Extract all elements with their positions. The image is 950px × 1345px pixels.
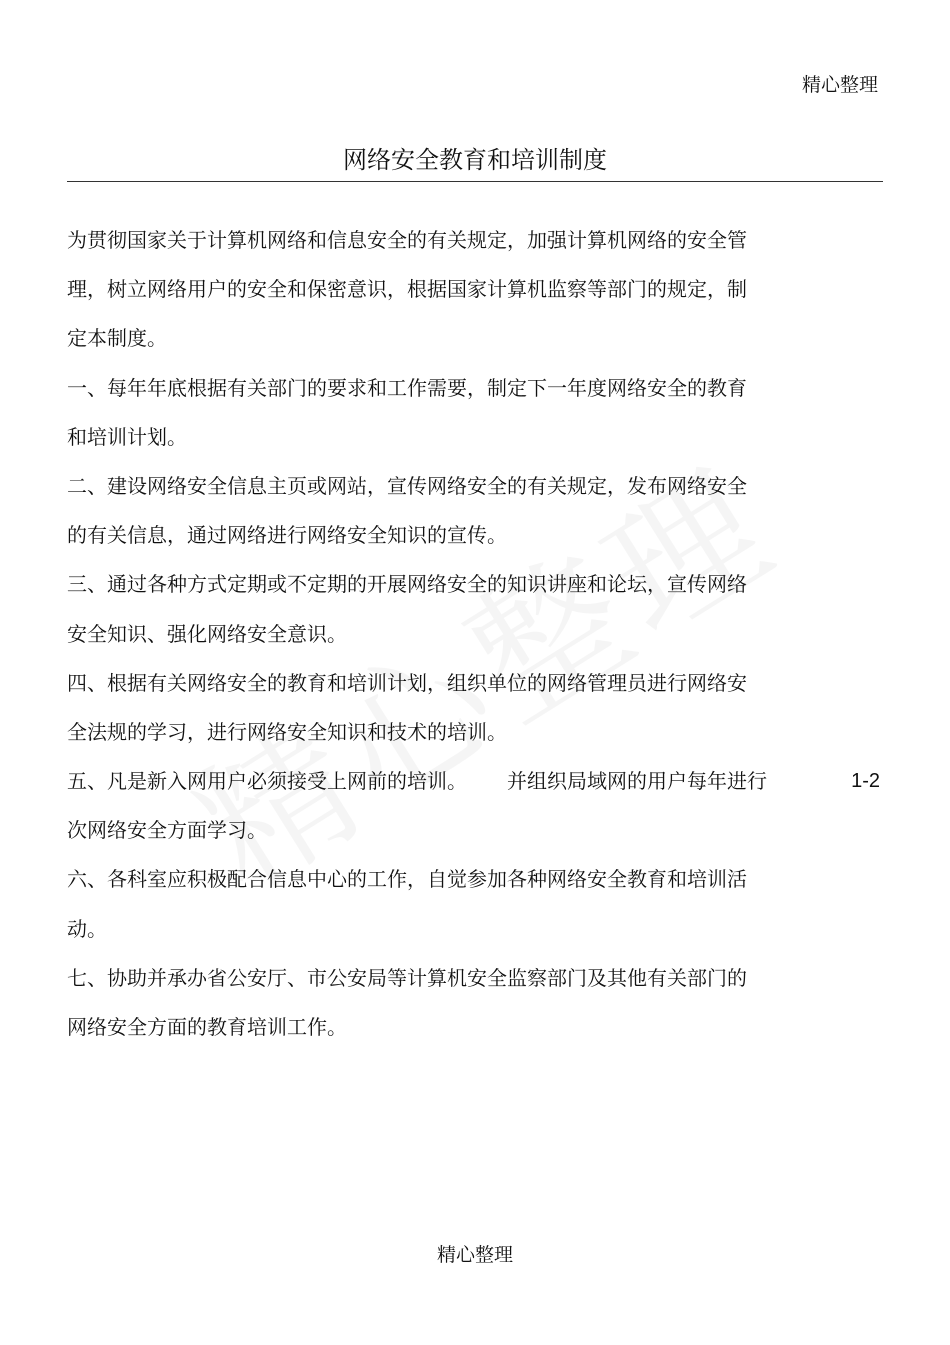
intro-line-3: 定本制度。: [67, 326, 167, 351]
item-4-line-2: 全法规的学习，进行网络安全知识和技术的培训。: [67, 719, 507, 744]
item-1-line-2: 和培训计划。: [67, 424, 187, 449]
item-2-line-2: 的有关信息，通过网络进行网络安全知识的宣传。: [67, 523, 507, 548]
item-5-part-1: 五、凡是新入网用户必须接受上网前的培训。: [67, 769, 467, 794]
intro-line-1: 为贯彻国家关于计算机网络和信息安全的有关规定，加强计算机网络的安全管: [67, 228, 747, 252]
item-3-line-1: 三、通过各种方式定期或不定期的开展网络安全的知识讲座和论坛，宣传网络: [67, 572, 747, 597]
item-5-line-2: 次网络安全方面学习。: [67, 818, 267, 843]
intro-line-2: 理，树立网络用户的安全和保密意识，根据国家计算机监察等部门的规定，制: [67, 277, 747, 302]
item-5-frequency: 1-2: [851, 770, 880, 793]
item-7-line-1: 七、协助并承办省公安厅、市公安局等计算机安全监察部门及其他有关部门的: [67, 965, 747, 990]
header-note: 精心整理: [801, 74, 878, 96]
item-1-line-1: 一、每年年底根据有关部门的要求和工作需要，制定下一年度网络安全的教育: [67, 375, 747, 400]
item-7-line-2: 网络安全方面的教育培训工作。: [67, 1015, 347, 1039]
document-body: [67, 226, 880, 1062]
document-title: 网络安全教育和培训制度: [343, 146, 607, 174]
item-4-line-1: 四、根据有关网络安全的教育和培训计划，组织单位的网络管理员进行网络安: [67, 670, 747, 695]
title-divider: [67, 181, 883, 182]
item-6-line-1: 六、各科室应积极配合信息中心的工作，自觉参加各种网络安全教育和培训活: [67, 867, 747, 892]
item-5-part-2: 并组织局域网的用户每年进行: [507, 769, 767, 794]
item-5-line-1: [67, 767, 880, 816]
item-3-line-2: 安全知识、强化网络安全意识。: [67, 621, 347, 646]
footer-note: 精心整理: [436, 1244, 513, 1266]
item-6-line-2: 动。: [67, 916, 107, 941]
item-2-line-1: 二、建设网络安全信息主页或网站，宣传网络安全的有关规定，发布网络安全: [67, 473, 747, 498]
